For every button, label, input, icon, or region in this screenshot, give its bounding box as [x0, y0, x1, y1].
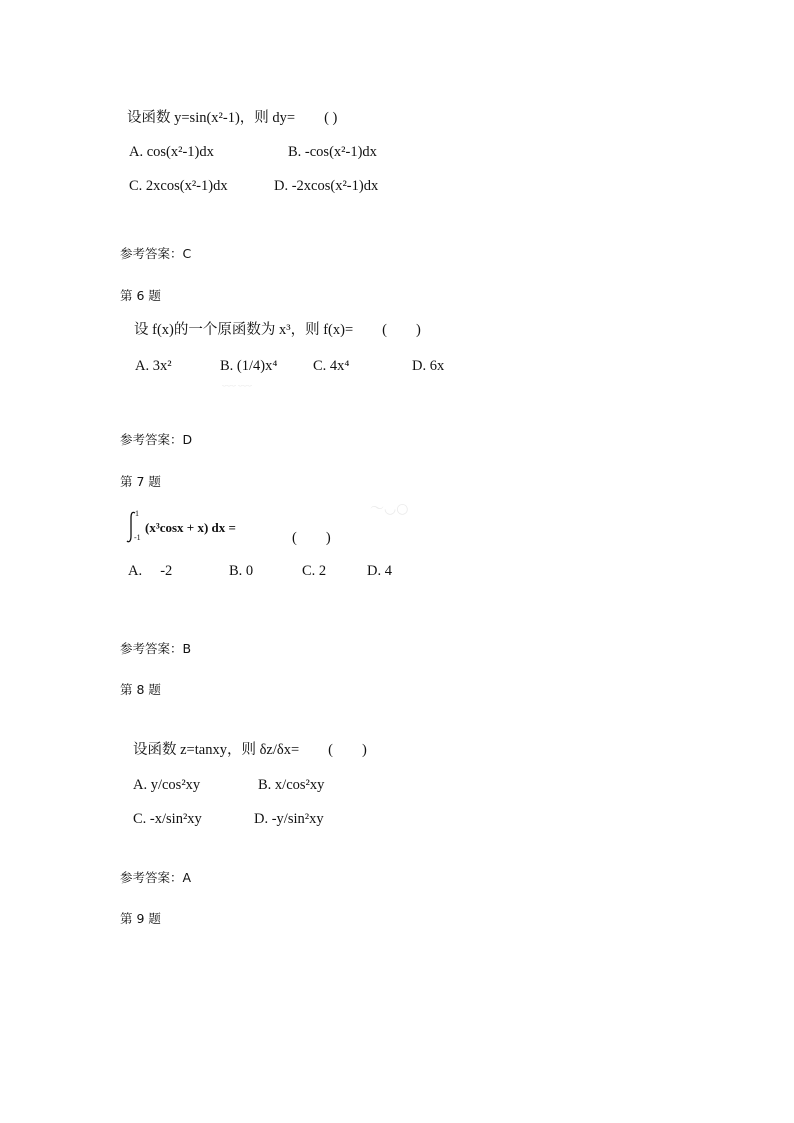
q7-option-c: C. 2 [302, 563, 327, 579]
q7-paren: ( ) [292, 530, 331, 546]
q7-option-b: B. 0 [229, 563, 254, 579]
q6-option-a: A. 3x² [135, 358, 172, 374]
q5-option-d: D. -2xcos(x²-1)dx [274, 178, 379, 194]
q5-option-b: B. -cos(x²-1)dx [288, 144, 377, 160]
q9-heading: 第 9 题 [120, 911, 161, 926]
q5-option-a: A. cos(x²-1)dx [129, 144, 214, 160]
q8-option-d: D. -y/sin²xy [254, 811, 324, 827]
q6-heading: 第 6 题 [120, 288, 161, 303]
q8-option-b: B. x/cos²xy [258, 777, 325, 793]
q6-option-d: D. 6x [412, 358, 445, 374]
q7-answer: 参考答案：B [120, 641, 192, 656]
q8-option-a: A. y/cos²xy [133, 777, 201, 793]
q6-option-c: C. 4x⁴ [313, 358, 350, 374]
q8-heading: 第 8 题 [120, 682, 161, 697]
q8-option-c: C. -x/sin²xy [133, 811, 202, 827]
q7-option-a: A. -2 [128, 563, 173, 579]
integrand: (x³cosx + x) dx = [145, 520, 236, 535]
q8-stem: 设函数 z=tanxy，则 δz/δx= ( ) [133, 742, 367, 758]
q5-answer: 参考答案：C [120, 246, 192, 261]
q6-stem: 设 f(x)的一个原函数为 x³，则 f(x)= ( ) [134, 322, 421, 338]
q6-answer: 参考答案：D [120, 432, 193, 447]
integral-upper-limit: 1 [135, 509, 139, 518]
q5-option-c: C. 2xcos(x²-1)dx [129, 178, 228, 194]
q7-option-d: D. 4 [367, 563, 392, 579]
faint-watermark: ﹏﹏ [222, 373, 254, 389]
q7-heading: 第 7 题 [120, 474, 161, 489]
integral-lower-limit: -1 [134, 533, 141, 542]
q8-answer: 参考答案：A [120, 870, 192, 885]
q6-option-b: B. (1/4)x⁴ [220, 358, 278, 374]
faint-watermark-2: ～◡○ [370, 501, 409, 517]
q5-stem: 设函数 y=sin(x²-1)，则 dy= ( ) [127, 110, 338, 126]
